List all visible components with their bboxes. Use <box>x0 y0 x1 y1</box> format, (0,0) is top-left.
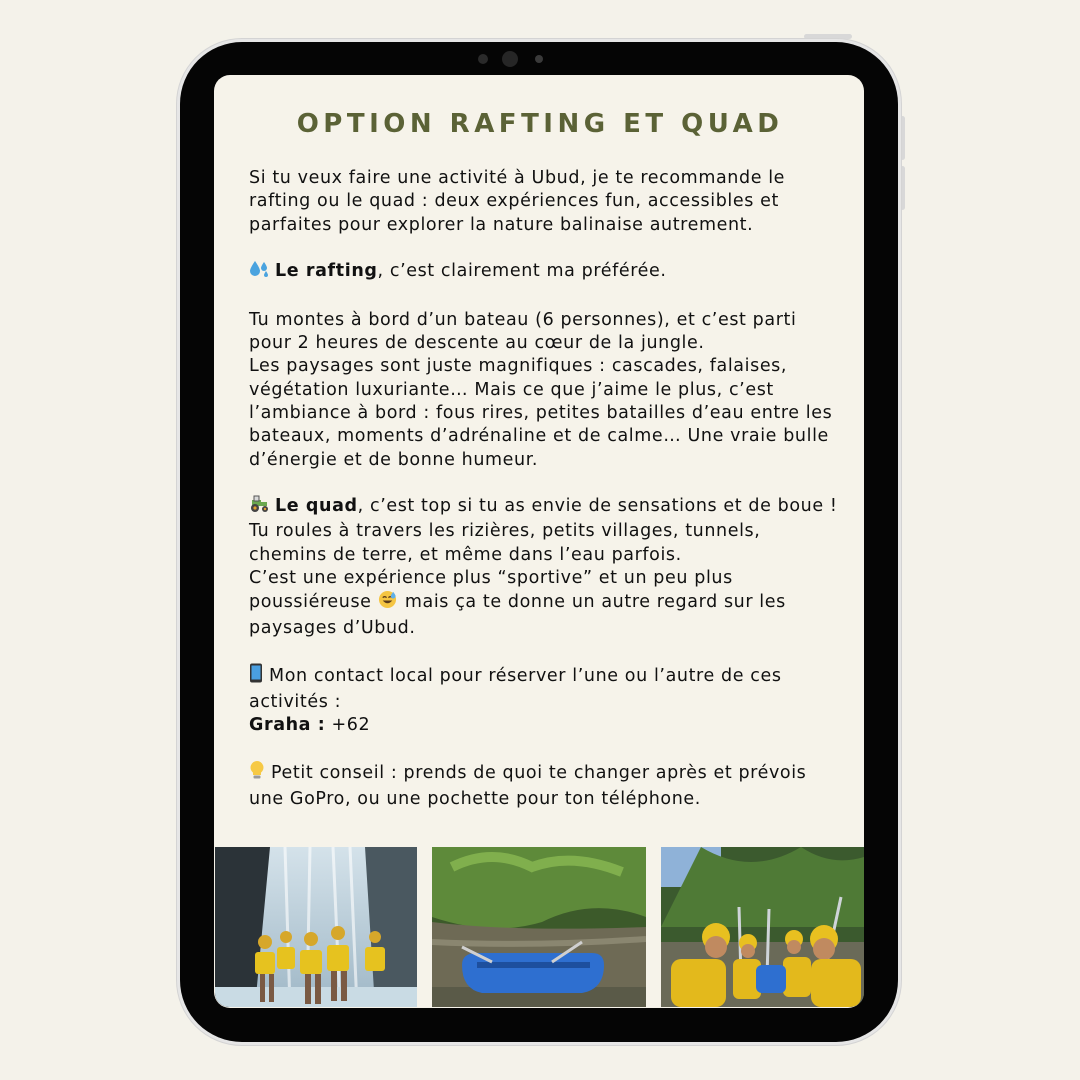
rafting-label: Le rafting <box>275 261 378 282</box>
rafting-team-selfie-photo <box>661 847 864 1007</box>
quad-line-1: Tu roules à travers les rizières, petits villages, tunnels, chemins de terre, et même dans l’eau parfois. <box>249 521 761 565</box>
sweat-smile-icon <box>378 590 397 616</box>
front-camera <box>502 51 518 67</box>
waterfall-group-photo <box>215 847 417 1007</box>
quad-text: , c’est top si tu as envie de sensations et de boue ! <box>357 496 838 517</box>
page-title: OPTION RAFTING ET QUAD <box>296 109 784 139</box>
tip-text: Petit conseil : prends de quoi te changer après et prévois une GoPro, ou une pochette pour ton téléphone. <box>249 763 807 809</box>
phone-icon <box>249 663 263 690</box>
rafting-line-2: Les paysages sont juste magnifiques : cascades, falaises, végétation luxuriante… Mais ce que j’aime le plus, c’est l’ambiance à bord : fous rires, petites batailles d’eau entre les bateaux, moments d’adrénaline et de calme… Une vraie bulle d’énergie et de bonne humeur. <box>249 356 833 470</box>
contact-text: Mon contact local pour réserver l’une ou l’autre de ces activités : <box>249 666 782 712</box>
tablet-top-button <box>804 34 852 39</box>
tip-paragraph <box>249 760 839 811</box>
tablet-volume-down-button <box>900 166 905 210</box>
rafting-heading <box>249 260 839 285</box>
camera-flash <box>535 55 543 63</box>
raft-on-river-photo <box>432 847 646 1007</box>
contact-name: Graha : <box>249 714 326 735</box>
tractor-icon <box>249 495 269 520</box>
rafting-line-1: Tu montes à bord d’un bateau (6 personnes), et c’est parti pour 2 heures de descente au cœur de la jungle. <box>249 309 797 354</box>
rafting-text: , c’est clairement ma préférée. <box>377 261 667 282</box>
quad-line-2a: C’est une expérience plus “sportive” et un peu plus poussiéreuse <box>249 568 733 613</box>
contact-paragraph <box>249 663 839 737</box>
quad-line-2b: mais ça te donne un autre regard sur les paysages d’Ubud. <box>249 592 786 638</box>
quad-paragraph <box>249 495 839 640</box>
sensor-dot <box>478 54 488 64</box>
contact-number[interactable]: +62 <box>331 714 371 735</box>
water-drops-icon <box>249 260 269 285</box>
quad-label: Le quad <box>275 496 358 517</box>
lightbulb-icon <box>249 760 265 787</box>
article-body <box>249 167 839 811</box>
intro-paragraph: Si tu veux faire une activité à Ubud, je te recommande le rafting ou le quad : deux expériences fun, accessibles et parfaites pour explorer la nature balinaise autrement. <box>249 168 786 235</box>
rafting-paragraph <box>249 309 839 472</box>
